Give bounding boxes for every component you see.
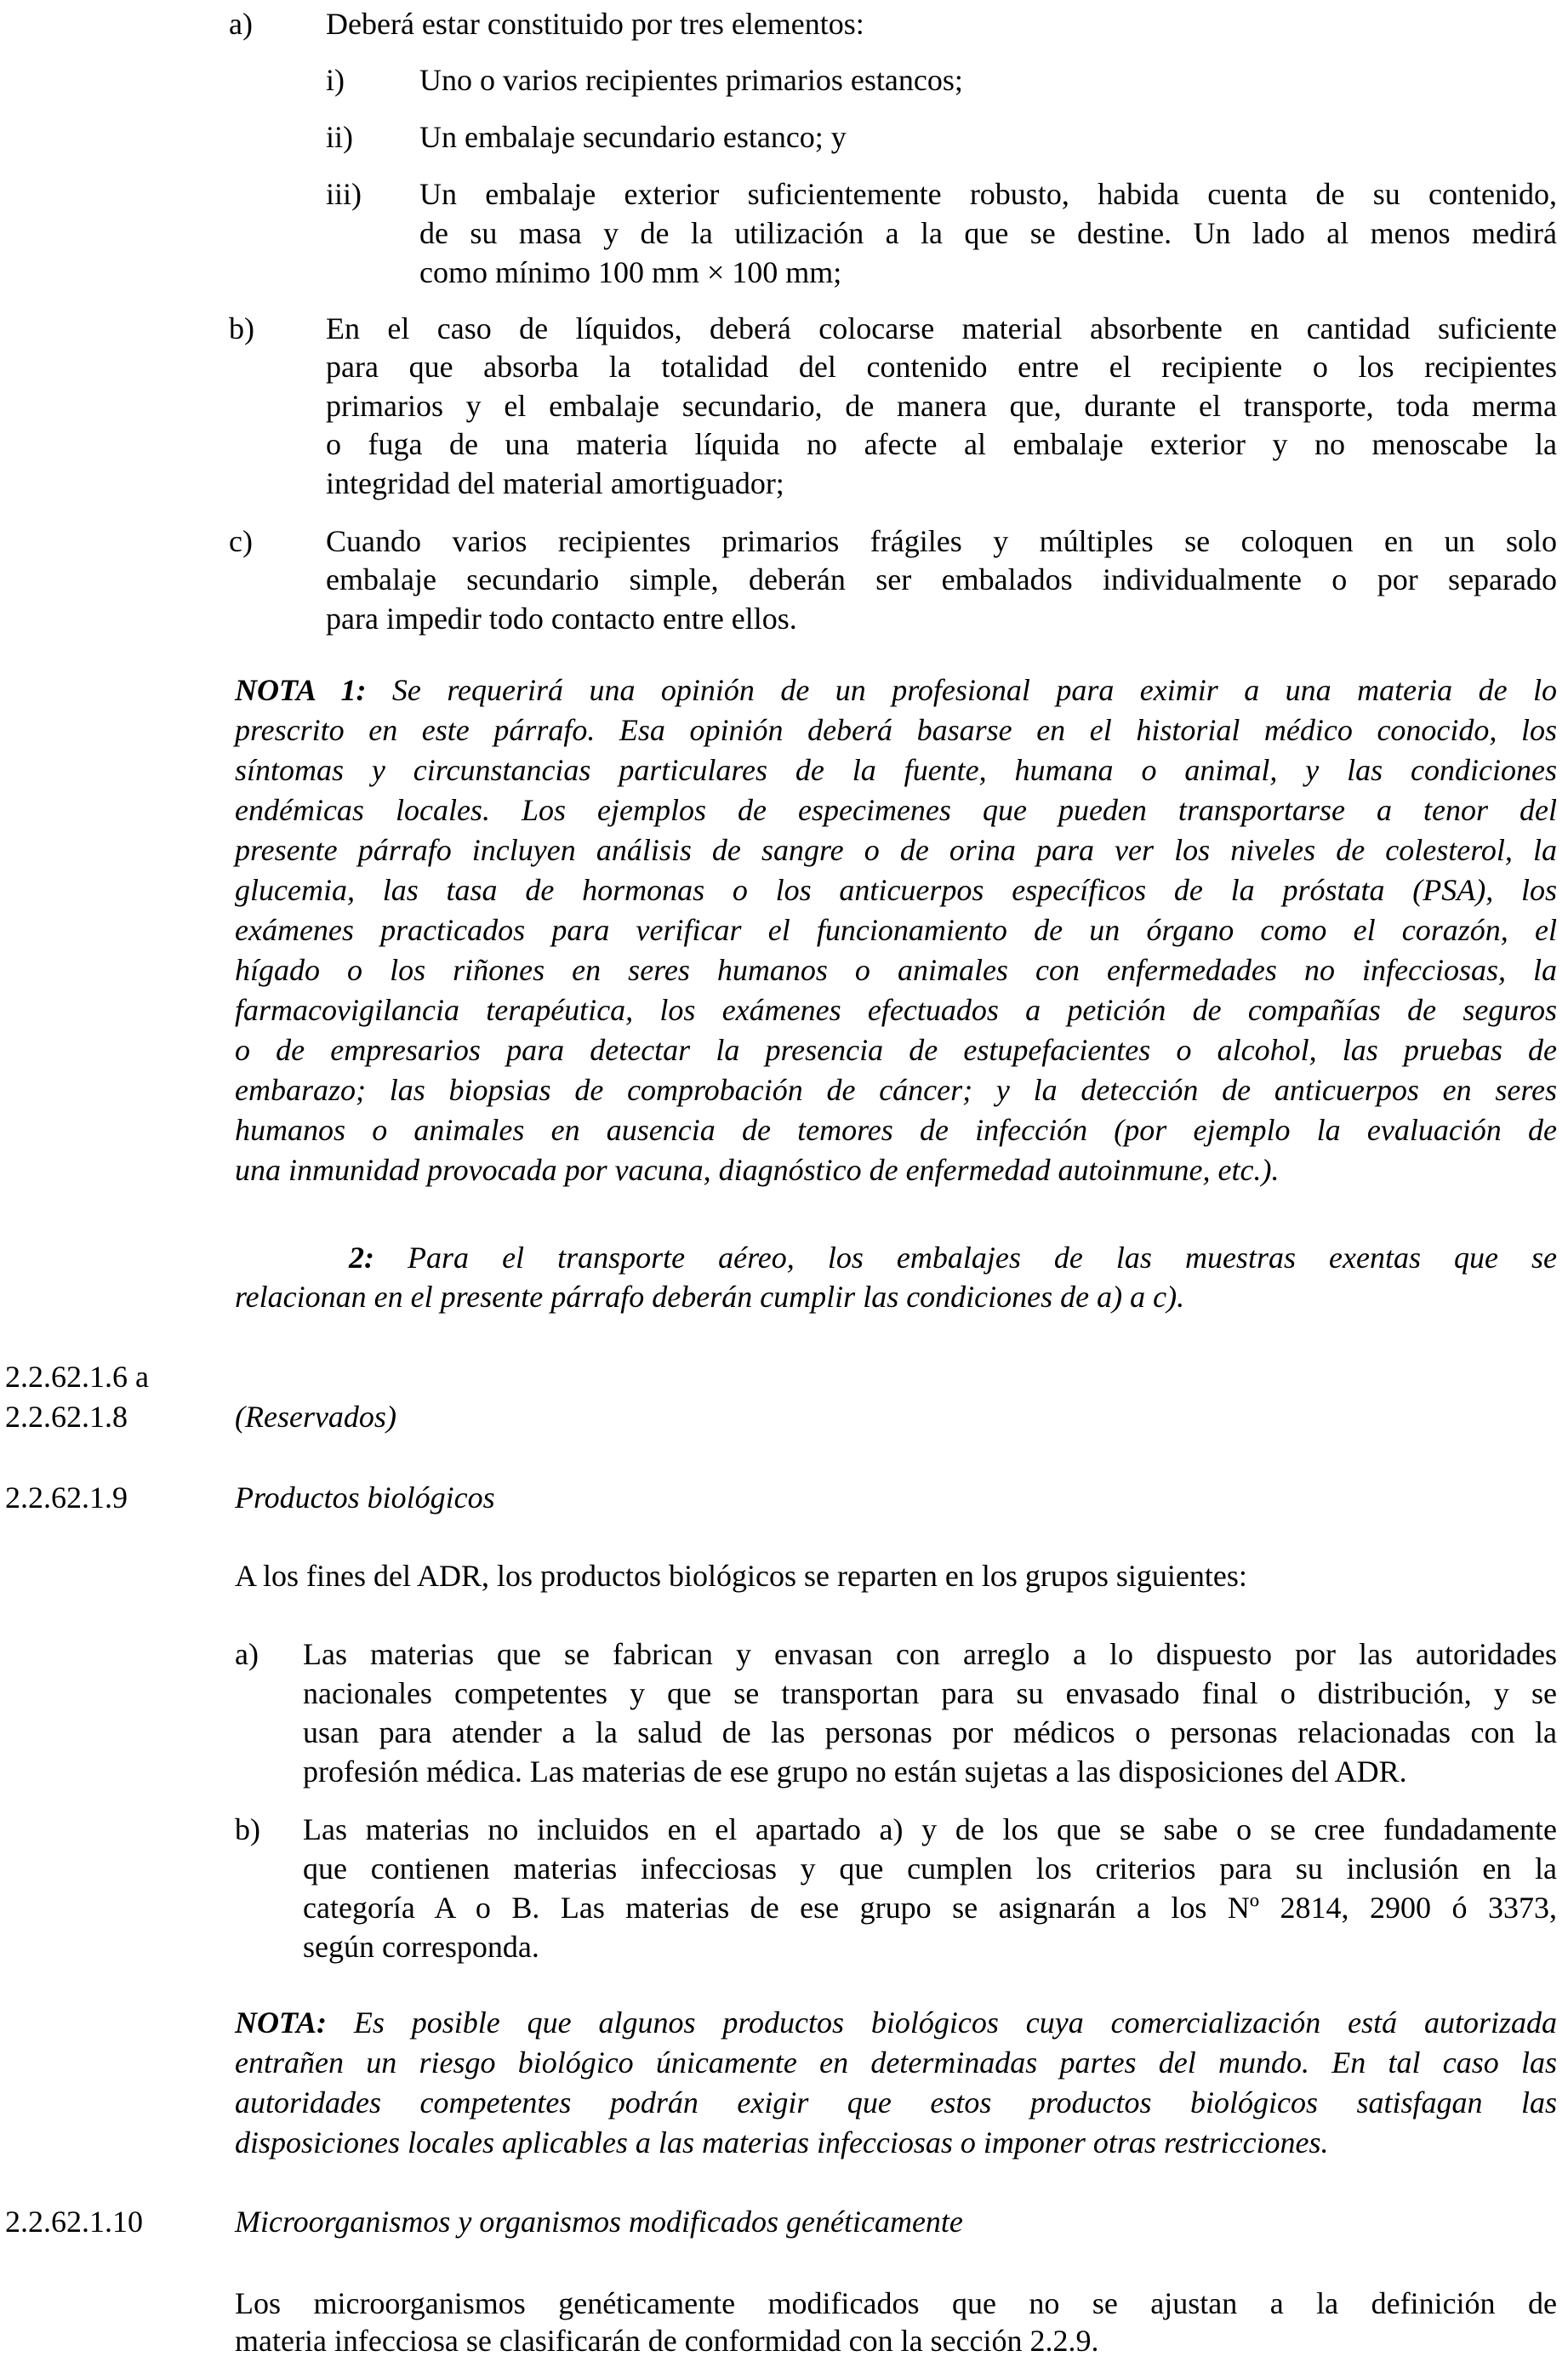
item-i-text: Uno o varios recipientes primarios estancos; (419, 63, 963, 97)
nota1-line: humanos o animales en ausencia de temores de infección (por ejemplo la evaluación de (235, 1113, 1557, 1147)
item-c-label: c) (229, 524, 253, 558)
bio-b-line: según corresponda. (303, 1930, 539, 1964)
item-iii-line: como mínimo 100 mm × 100 mm; (419, 255, 842, 289)
nota1-line: o de empresarios para detectar la presencia de estupefacientes o alcohol, las pruebas de (235, 1033, 1557, 1067)
nota1-first-rest: Se requerirá una opinión de un profesional para eximir a una materia de lo (366, 673, 1557, 707)
nota2-first-rest: Para el transporte aéreo, los embalajes de las muestras exentas que se (374, 1241, 1557, 1275)
nota2-head: 2: (349, 1241, 374, 1275)
nota1-line: endémicas locales. Los ejemplos de especimenes que pueden transportarse a tenor del (235, 793, 1557, 827)
nota1-line: una inmunidad provocada por vacuna, diagnóstico de enfermedad autoinmune, etc.). (235, 1153, 1280, 1187)
nota1-line: síntomas y circunstancias particulares de la fuente, humana o animal, y las condiciones (235, 753, 1557, 787)
nota2-first-line (349, 1239, 1557, 1276)
bio-nota-first-line (235, 2004, 1557, 2041)
nota1-head: NOTA 1: (235, 673, 367, 707)
item-ii-label: ii) (326, 120, 353, 154)
bio-a-line: usan para atender a la salud de las personas por médicos o personas relacionadas con la (303, 1715, 1557, 1749)
bio-a-line: Las materias que se fabrican y envasan con arreglo a lo dispuesto por las autoridades (303, 1637, 1557, 1671)
bio-nota-line: disposiciones locales aplicables a las materias infecciosas o imponer otras restricciones. (235, 2125, 1329, 2159)
section-number: 2.2.62.1.10 (5, 2205, 143, 2239)
micro-line: materia infecciosa se clasificarán de conformidad con la sección 2.2.9. (235, 2324, 1099, 2358)
nota1-line: embarazo; las biopsias de comprobación de cáncer; y la detección de anticuerpos en seres (235, 1073, 1557, 1107)
nota1-line: glucemia, las tasa de hormonas o los anticuerpos específicos de la próstata (PSA), los (235, 873, 1557, 907)
nota1-line: farmacovigilancia terapéutica, los exámenes efectuados a petición de compañías de seguros (235, 993, 1557, 1027)
nota1-line: hígado o los riñones en seres humanos o animales con enfermedades no infecciosas, la (235, 953, 1557, 987)
section-title: Microorganismos y organismos modificados genéticamente (235, 2205, 963, 2239)
nota1-line: prescrito en este párrafo. Esa opinión deberá basarse en el historial médico conocido, los (235, 713, 1557, 747)
item-c-line: embalaje secundario simple, deberán ser embalados individualmente o por separado (326, 562, 1557, 596)
item-a-text: Deberá estar constituido por tres elementos: (326, 7, 864, 41)
nota2-last-line: relacionan en el presente párrafo deberán cumplir las condiciones de a) a c). (235, 1280, 1185, 1314)
item-b-line: primarios y el embalaje secundario, de manera que, durante el transporte, toda merma (326, 389, 1557, 423)
nota1-line: presente párrafo incluyen análisis de sangre o de orina para ver los niveles de colesterol, la (235, 833, 1557, 867)
bio-b-line: que contienen materias infecciosas y que cumplen los criterios para su inclusión en la (303, 1851, 1557, 1886)
bio-a-line: nacionales competentes y que se transportan para su envasado final o distribución, y se (303, 1676, 1557, 1710)
item-iii-line: Un embalaje exterior suficientemente robusto, habida cuenta de su contenido, (419, 177, 1557, 211)
item-iii-line: de su masa y de la utilización a la que se destine. Un lado al menos medirá (419, 216, 1557, 250)
section-number: 2.2.62.1.8 (5, 1400, 128, 1434)
bio-a-line: profesión médica. Las materias de ese grupo no están sujetas a las disposiciones del ADR. (303, 1754, 1407, 1789)
bio-nota-line: entrañen un riesgo biológico únicamente en determinadas partes del mundo. En tal caso las (235, 2045, 1557, 2080)
nota1-first-line (235, 671, 1557, 709)
bio-b-line: categoría A o B. Las materias de ese grupo se asignarán a los Nº 2814, 2900 ó 3373, (303, 1891, 1557, 1925)
item-b-line: En el caso de líquidos, deberá colocarse material absorbente en cantidad suficiente (326, 311, 1557, 345)
micro-line: Los microorganismos genéticamente modificados que no se ajustan a la definición de (235, 2286, 1557, 2320)
item-c-line: para impedir todo contacto entre ellos. (326, 602, 797, 636)
bio-nota-first-rest: Es posible que algunos productos biológicos cuya comercialización está autorizada (327, 2005, 1557, 2040)
nota1-line: exámenes practicados para verificar el funcionamiento de un órgano como el corazón, el (235, 913, 1557, 947)
item-b-line: integridad del material amortiguador; (326, 466, 784, 500)
bio-nota-line: autoridades competentes podrán exigir que estos productos biológicos satisfagan las (235, 2085, 1557, 2120)
bio-intro: A los fines del ADR, los productos biológicos se reparten en los grupos siguientes: (235, 1559, 1247, 1593)
item-a-label: a) (229, 7, 253, 41)
item-b-label: b) (229, 311, 254, 345)
item-b-line: o fuga de una materia líquida no afecte al embalaje exterior y no menoscabe la (326, 427, 1557, 461)
section-number: 2.2.62.1.6 a (5, 1360, 149, 1394)
bio-a-label: a) (235, 1637, 259, 1671)
item-iii-label: iii) (326, 177, 362, 211)
section-title: (Reservados) (235, 1400, 396, 1434)
bio-nota-head: NOTA: (235, 2005, 327, 2040)
bio-b-label: b) (235, 1812, 260, 1846)
item-b-line: para que absorba la totalidad del contenido entre el recipiente o los recipientes (326, 350, 1557, 384)
item-c-line: Cuando varios recipientes primarios frágiles y múltiples se coloquen en un solo (326, 524, 1557, 558)
item-i-label: i) (326, 63, 345, 97)
section-title: Productos biológicos (235, 1481, 495, 1515)
section-number: 2.2.62.1.9 (5, 1481, 128, 1515)
bio-b-line: Las materias no incluidos en el apartado a) y de los que se sabe o se cree fundadamente (303, 1812, 1557, 1846)
item-ii-text: Un embalaje secundario estanco; y (419, 120, 847, 154)
